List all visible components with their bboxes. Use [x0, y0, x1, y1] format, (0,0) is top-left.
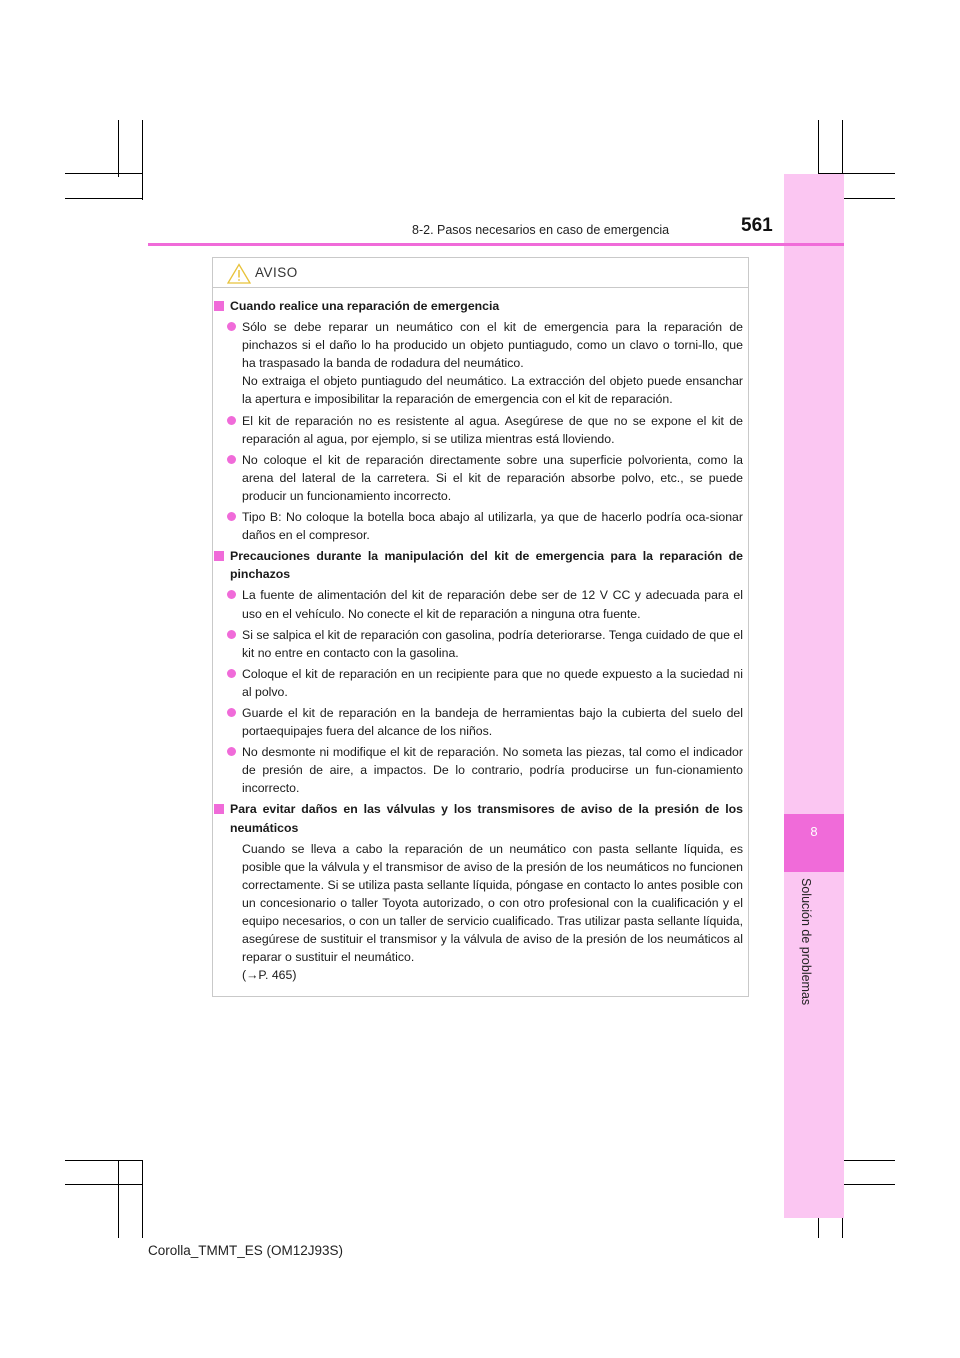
- crop-mark: [65, 1160, 142, 1161]
- bullet-text: No desmonte ni modifique el kit de reparación. No someta las piezas, tal como el indicador de presión de aire, a impactos. De lo contrario, podría producirse un fun-cionamiento incorrecto.: [242, 745, 743, 796]
- bullet-text: No coloque el kit de reparación directamente sobre una superficie polvorienta, como la arena del lateral de la carretera. Si el kit de reparación absorbe polvo, etc., se puede producir un funcionamiento incorrecto.: [242, 452, 743, 503]
- warning-triangle-icon: [227, 263, 251, 284]
- bullet-item: [214, 665, 743, 701]
- section-title: 8-2. Pasos necesarios en caso de emergencia: [412, 223, 670, 237]
- page-number: 561: [741, 215, 773, 236]
- section-paragraph: Cuando se lleva a cabo la reparación de un neumático con pasta sellante líquida, es posible que la válvula y el transmisor de aviso de la presión de los neumáticos no funcionen correctamente. Si se utiliza pasta sellante líquida, póngase en contacto lo antes posible con un concesionario o taller Toyota autorizado, o con otro profesional con la cualificación y el equipo necesarios, o con un taller de servicio cualificado. Tras utilizar pasta sellante líquida, asegúrese de sustituir el transmisor y la válvula de aviso de la presión de los neumáticos al reparar o sustituir el neumático. (→P. 465): [242, 841, 743, 983]
- crop-mark: [842, 1160, 895, 1161]
- chapter-number: 8: [810, 824, 818, 839]
- header-divider: [148, 243, 844, 246]
- crop-mark: [118, 120, 119, 177]
- bullet-item: [214, 318, 743, 408]
- warning-content: [214, 297, 743, 984]
- bullet-item: [214, 508, 743, 544]
- crop-mark: [842, 198, 895, 199]
- bullet-item: [214, 743, 743, 797]
- crop-mark: [142, 120, 143, 200]
- bullet-item: [214, 626, 743, 662]
- warning-header: [213, 258, 748, 288]
- crop-mark: [65, 1184, 142, 1185]
- bullet-item: [214, 586, 743, 622]
- section-heading: Para evitar daños en las válvulas y los transmisores de aviso de la presión de los neumáticos: [214, 800, 743, 836]
- chapter-title: Solución de problemas: [799, 878, 813, 1006]
- warning-title: AVISO: [255, 265, 298, 280]
- crop-mark: [842, 120, 843, 177]
- document-footer: Corolla_TMMT_ES (OM12J93S): [148, 1243, 344, 1258]
- section-heading: Precauciones durante la manipulación del kit de emergencia para la reparación de pinchazos: [214, 547, 743, 583]
- bullet-item: [214, 412, 743, 448]
- crop-mark: [142, 1160, 143, 1238]
- crop-mark: [118, 1160, 119, 1238]
- chapter-tab[interactable]: [784, 814, 844, 872]
- section-heading: Cuando realice una reparación de emergencia: [214, 297, 743, 315]
- bullet-text: El kit de reparación no es resistente al agua. Asegúrese de que no se expone el kit de reparación al agua, por ejemplo, si se utiliza mientras está lloviendo.: [242, 413, 743, 446]
- bullet-item: [214, 451, 743, 505]
- bullet-text: Guarde el kit de reparación en la bandeja de herramientas bajo la cubierta del suelo del portaequipajes fuera del alcance de los niños.: [242, 705, 743, 739]
- bullet-text: La fuente de alimentación del kit de reparación debe ser de 12 V CC y adecuada para el uso en el vehículo. No conecte el kit de reparación a ninguna otra fuente.: [242, 588, 743, 621]
- bullet-item: [214, 704, 743, 740]
- bullet-text: Tipo B: No coloque la botella boca abajo al utilizarla, ya que de hacerlo podría oca-sionar daños en el compresor.: [242, 510, 743, 543]
- crop-mark: [65, 173, 142, 174]
- bullet-text: Si se salpica el kit de reparación con gasolina, podría deteriorarse. Tenga cuidado de que el kit no entre en contacto con la gasolina.: [242, 627, 743, 660]
- chapter-sidebar: [784, 174, 844, 1218]
- crop-mark: [65, 198, 142, 199]
- bullet-text: Coloque el kit de reparación en un recipiente para que no quede expuesto a la suciedad ni al polvo.: [242, 666, 743, 699]
- bullet-text: Sólo se debe reparar un neumático con el kit de emergencia para la reparación de pinchazos si el daño lo ha producido un objeto puntiagudo, como un clavo o torni-llo, que ha traspasado la banda de rodadura del neumático. No extraiga el objeto puntiagudo del neumático. La extracción del objeto puede ensanchar la apertura e imposibilitar la reparación de emergencia con el kit de reparación.: [242, 320, 743, 407]
